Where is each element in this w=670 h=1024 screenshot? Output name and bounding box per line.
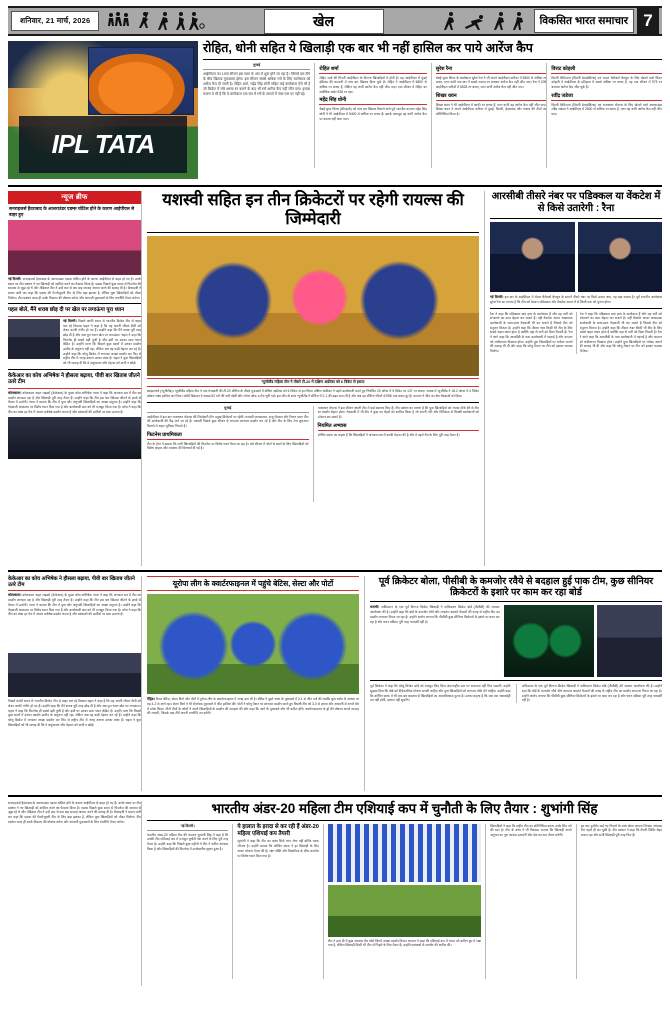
right-column xyxy=(484,191,662,566)
right-body-col-1 xyxy=(490,312,576,354)
bottom-left-column xyxy=(8,801,141,986)
center-body-left: राजस्थान रॉयल्स ने इस सीजन अपनी टीम में कई बदलाव किए हैं। टीम प्रबंधन का मानना है कि युवा खिलाड़ियों को ज्यादा मौके देने से टीम का प्रदर्शन बेहतर होगा। गेंदबाजी में भी टीम ने कुछ नए चेहरों को शामिल किया है जो अपनी गति और विविधता से विपक्षी बल्लेबाजों को परेशान कर सकते हैं। xyxy=(317,405,479,420)
left-item-headline: केकेआर का कोच अभिषेक ने हौसला बढ़ाया, पीवी बार खिताब जीतने उतरे टीम xyxy=(8,373,141,389)
ipl-trophy-photo xyxy=(8,41,198,179)
lower-left-photo xyxy=(8,653,141,697)
rcb-player-photo-2 xyxy=(578,222,663,292)
runner-icon xyxy=(511,11,527,31)
sub-article-title: विराट कोहली xyxy=(551,66,662,74)
pak-headline: पूर्व क्रिकेटर बोला, पीसीबी के कमजोर रवैये से बदहाल हुई पाक टीम, कुछ सीनियर क्रिकेटरों के इशारे पर काम कर रहा बोर्ड xyxy=(378,576,654,599)
center-headline: यशस्वी सहित इन तीन क्रिकेटरों पर रहेगी रायल्स की जिम्मेदारी xyxy=(162,191,464,228)
right-body-text-2: रैना ने कहा कि पडिक्कल बाएं हाथ के बल्लेबाज हैं और वह पारी को संभालने का काम बेहतर कर सकते हैं। वहीं वेंकटेश अय्यर आक्रामक बल्लेबाजी के साथ-साथ गेंदबाजी भी कर सकते हैं जिससे टीम को संतुलन मिलता है। उन्होंने कहा कि तीसरा नंबर किसी भी टीम के लिए सबसे अहम स्थान होता है क्योंकि यहां से पारी को दिशा मिलती है। रैना ने आगे कहा कि आरसीबी के पास बल्लेबाजी में गहराई है और कप्तान को लचीलापन दिखाना होगा। उन्होंने युवा खिलाड़ियों पर भरोसा जताने की सलाह भी दी और कहा कि घरेलू मैदान पर टीम को इसका फायदा मिलेगा। xyxy=(579,311,662,353)
bottom-main xyxy=(141,801,662,986)
lower-left-body-2: पिछले काफी समय से भारतीय क्रिकेट टीम से बाहर चल रहे विकास चहल ने कहा है कि वह अपनी जीवन शैली को लेकर काफी गंभीर हो गए हैं। उन्होंने कहा कि मैंने शराब पूरी तरह छोड़ दी है और अब पूरा ध्यान खेल पर लगाऊंगा। चहल ने कहा कि फिटनेस ही सबसे बड़ी पूंजी है और इसी पर उनका सारा ध्यान केंद्रित है। उन्होंने माना कि पिछले कुछ सालों में उनका प्रदर्शन उम्मीद के अनुरूप नहीं रहा, लेकिन अब वह कड़ी मेहनत कर रहे हैं। उन्होंने कहा कि घरेलू क्रिकेट में लगातार अच्छा प्रदर्शन कर फिर से राष्ट्रीय टीम में जगह बनाना उनका लक्ष्य है। चहल ने युवा खिलाड़ियों को भी सलाह दी कि वे अनुशासन और मेहनत को कभी न छोड़ें। xyxy=(8,699,141,727)
dateline: कोलकाता। xyxy=(8,593,22,598)
sub-article-title: रवींद्र जडेजा xyxy=(551,93,662,101)
india-u20-team-photo-2 xyxy=(328,885,481,937)
publication-date: शनिवार, 21 मार्च, 2026 xyxy=(11,11,99,31)
player-portrait-photo xyxy=(8,319,60,359)
bottom-headline: भारतीय अंडर-20 महिला टीम एशियाई कप में चुनौती के लिए तैयार : शुभांगी सिंह xyxy=(211,801,598,816)
runner-icon xyxy=(156,11,172,31)
bottom-col-3-text: टीम ने हाल ही में कुछ अभ्यास मैच खेले जिनमें अच्छा प्रदर्शन किया। कप्तान ने कहा कि एशियाई कप में भारत को कठिन ग्रुप में रखा गया है, लेकिन खिलाड़ी किसी भी टीम से भिड़ने के लिए तैयार हैं। उन्होंने प्रशंसकों से समर्थन की अपील की। xyxy=(327,938,482,948)
center-sub-text-2: कोचिंग स्टाफ का कहना है कि खिलाड़ियों ने अभ्यास सत्र में काफी मेहनत की है और वे पहले मैच के लिए पूरी तरह तैयार हैं। xyxy=(317,432,460,437)
pak-body-col-2 xyxy=(516,684,663,703)
news-brief-text: सनराइजर्स हैदराबाद के आलराउंडर एडम्स चोटिल होने के कारण आईपीएल से बाहर हुए xyxy=(9,206,135,217)
dateline: नई दिल्ली। xyxy=(490,295,504,299)
runner-icon xyxy=(442,11,458,31)
dateline: नई दिल्ली। xyxy=(8,276,22,281)
europa-body xyxy=(147,694,359,716)
pak-team-photo xyxy=(504,605,594,677)
europa-headline: यूरोपा लीग के क्वार्टरफाइनल में पहुंचे बेटिस, सेल्टा और पोर्टो xyxy=(147,576,359,591)
left-item-headline: पहल बोले, मैंने शराब छोड़ दी पर खेल पर लगाऊंगा पूरा ध्यान xyxy=(8,307,141,316)
pak-body-col-1 xyxy=(370,684,511,703)
article-text: पिछले काफी समय से भारतीय क्रिकेट टीम से बाहर चल रहे विकास चहल ने कहा है कि वह अपनी जीवन शैली को लेकर काफी गंभीर हो गए हैं। उन्होंने कहा कि मैंने शराब पूरी तरह छोड़ दी है और अब पूरा ध्यान खेल पर लगाऊंगा। चहल ने कहा कि फिटनेस ही सबसे बड़ी पूंजी है और इसी पर उनका सारा ध्यान केंद्रित है। उन्होंने माना कि पिछले कुछ सालों में उनका प्रदर्शन उम्मीद के अनुरूप नहीं रहा, लेकिन अब वह कड़ी मेहनत कर रहे हैं। उन्होंने कहा कि घरेलू क्रिकेट में लगातार अच्छा प्रदर्शन कर फिर से राष्ट्रीय टीम में जगह बनाना उनका लक्ष्य है। चहल ने युवा खिलाड़ियों को भी सलाह दी कि वे अनुशासन और मेहनत को कभी न छोड़ें। xyxy=(63,318,141,366)
center-sub-text: टीम के ट्रेनर ने बताया कि सभी खिलाड़ियों की फिटनेस पर विशेष ध्यान दिया जा रहा है। लंबे सीजन में चोटों से बचने के लिए खिलाड़ियों को विशेष आहार और व्यायाम की दिनचर्या दी गई है। xyxy=(147,441,309,451)
right-body-text: रैना ने कहा कि पडिक्कल बाएं हाथ के बल्लेबाज हैं और वह पारी को संभालने का काम बेहतर कर सकते हैं। वहीं वेंकटेश अय्यर आक्रामक बल्लेबाजी के साथ-साथ गेंदबाजी भी कर सकते हैं जिससे टीम को संतुलन मिलता है। उन्होंने कहा कि तीसरा नंबर किसी भी टीम के लिए सबसे अहम स्थान होता है क्योंकि यहां से पारी को दिशा मिलती है। रैना ने आगे कहा कि आरसीबी के पास बल्लेबाजी में गहराई है और कप्तान को लचीलापन दिखाना होगा। उन्होंने युवा खिलाड़ियों पर भरोसा जताने की सलाह भी दी और कहा कि घरेलू मैदान पर टीम को इसका फायदा मिलेगा। xyxy=(490,311,573,353)
sub-article-text: रोहित शर्मा की गिनती आईपीएल के दिग्गज खिलाड़ियों में होती है। वह आईपीएल में मुंबई इंडियंस की कप्तानी में पांच बार खिताब दिला चुके हैं। रोहित ने आईपीएल में 6800 से अधिक रन बनाए हैं, लेकिन वह कभी आरेंज कैप नहीं जीत पाए। एक सीजन में रोहित का सर्वाधिक स्कोर 538 रन रहा। xyxy=(319,75,427,94)
page-number-badge: 7 xyxy=(637,8,659,34)
article-text: सनराइजर्स हैदराबाद के आलराउंडर एडम्स चोटिल होने के कारण आईपीएल से बाहर हो गए हैं। उनके स्थान पर टीम प्रबंधन ने नए खिलाड़ी को शामिल करने का फैसला किया है। एडम्स पिछले कुछ समय से फिटनेस की समस्या से जूझ रहे थे और मेडिकल टीम ने उन्हें कम से कम छह सप्ताह आराम करने की सलाह दी है। फ्रेंचाइजी ने बयान जारी कर कहा कि एडम्स की गैरमौजूदगी टीम के लिए बड़ा झटका है, लेकिन युवा खिलाड़ियों को मौका मिलेगा। टीम प्रबंधन जल्द ही उनके विकल्प की घोषणा करेगा और आगामी मुकाबलों के लिए रणनीति तैयार करेगा। xyxy=(8,276,141,300)
bottom-col-1-text: भारतीय अंडर-20 महिला टीम की कप्तान शुभांगी सिंह ने कहा है कि उनकी टीम एशियाई कप में मजबूत चुनौती पेश करने के लिए पूरी तरह तैयार है। उन्होंने कहा कि पिछले कुछ महीनों में टीम ने कठिन अभ्यास किया है और खिलाड़ियों की फिटनेस में उल्लेखनीय सुधार हुआ है। xyxy=(147,832,229,851)
bottom-photo-col xyxy=(323,824,481,979)
center-sub-title: फिटनेस प्राथमिकता xyxy=(147,432,309,440)
sub-article-title: सुरेश रैना xyxy=(436,66,547,74)
rcb-player-photo-1 xyxy=(490,222,575,292)
publication-brand: विकसित भारत समाचार xyxy=(534,9,634,33)
lead-col-2 xyxy=(314,63,430,168)
center-sub-title-2: नियमित अभ्यास xyxy=(318,423,480,431)
news-brief-header: न्यूज ब्रीफ xyxy=(8,191,141,204)
sports-icons-right xyxy=(438,11,531,31)
pak-text-col xyxy=(370,605,500,677)
section-title: खेल xyxy=(264,9,384,34)
news-brief-body xyxy=(8,275,141,301)
dateline: कराची। xyxy=(370,605,380,610)
sub-article-title: रोहित शर्मा xyxy=(319,66,426,74)
bottom-col-5-text: इस बार टूर्नामेंट कई नए नियमों के साथ खेला जाएगा जिनका अभ्यास टीम पहले ही कर चुकी है। टीम प्रबंधन ने कहा कि तैयारी शिविर बेहद सफल रहा और सभी खिलाड़ी पूरी तरह फिट हैं। xyxy=(580,823,662,837)
lower-left-body xyxy=(8,593,141,653)
footballers-icon xyxy=(175,11,205,31)
article-text: इस बार के आईपीएल में रॉयल चैलेंजर्स बेंगलुरु के सामने तीसरे नंबर पर किसे उतारा जाए, यह बड़ा सवाल है। पूर्व भारतीय बल्लेबाज सुरेश रैना का मानना है कि टीम को देवदत्त पडिक्कल और वेंकटेश अय्यर में से किसी एक को चुनना होगा। xyxy=(490,295,662,304)
cricket-batsman-icon xyxy=(135,11,153,31)
photo-caption: न्यूजीलैंड महिला टीम ने तीसरे टी-20 में दक्षिण अफ्रीका को 6 विकेट से हराया xyxy=(147,378,479,388)
lead-text-wrap xyxy=(198,41,662,181)
pak-body xyxy=(370,605,500,624)
bottom-col-1 xyxy=(147,824,228,979)
bottom-col-4-text: खिलाड़ियों ने कहा कि राष्ट्रीय टीम का प्रतिनिधित्व करना उनके लिए गर्व की बात है। टीम के कोच ने भी विश्वास जताया कि खिलाड़ी अपने अनुभव का पूरा फायदा उठाएंगी और देश का नाम रोशन करेंगी। xyxy=(490,823,572,837)
bottom-col-2-text: शुभांगी ने कहा कि टीम का लक्ष्य सिर्फ भाग लेना नहीं बल्कि पदक जीतना है। उन्होंने बताया कि कोचिंग स्टाफ ने हर खिलाड़ी के लिए अलग योजना तैयार की है। रक्षा पंक्ति और मिडफील्ड के बीच तालमेल पर विशेष ध्यान दिया गया है। xyxy=(237,839,319,858)
bottom-dateline: नई दिल्ली। xyxy=(147,824,228,831)
lead-intro: आईपीएल का 19वां सीजन इस साल के अंत में शुरू होने जा रहा है। जिसमें दस टीमें के बीच खिताब मुकाबला होगा। इस सीजन सबसे अधिक रनों के लिए बल्लेबाज को आरेंज कैप दी जाती है। रोहित शर्मा, महेंद्र सिंह धोनी सहित कई बल्लेबाज ऐसे भी हैं जो क्रिकेट में लंबे अरसा रन बनाने के बाद भी रनों आरेंज कैप नहीं जीत पाए। इसका कारण ये भी है कि ये बल्लेबाज एक सत्र में रनों के मामले में नंबर एक पर नहीं रहे। xyxy=(203,71,311,97)
sports-icons-left xyxy=(102,11,209,31)
ex-cricketer-photo xyxy=(597,605,662,677)
ipl-logo: IPL TATA xyxy=(19,116,186,174)
right-body-col-2 xyxy=(576,312,663,354)
lead-byline: मुम्बई xyxy=(203,63,310,70)
mid-section xyxy=(8,191,662,566)
masthead xyxy=(8,6,662,36)
bottom-section xyxy=(8,801,662,986)
orange-cap-inset xyxy=(88,47,195,115)
left-column xyxy=(8,191,141,566)
bottom-sub-headline: ये हालात के इरादा से कर रही हैं अंडर-20 महिला एशियाई कप तैयारी xyxy=(237,823,319,837)
europa-column xyxy=(141,576,364,791)
sub-article-title: महेंद्र सिंह धोनी xyxy=(319,97,426,105)
article-text: कोलकाता नाइट राइडर्स (केकेआर) के मुख्य कोच अभिषेक नायर ने कहा कि अभ्यास सत्र में टीम का प्रदर्शन शानदार रहा है और खिलाड़ी पूरी तरह तैयार हैं। उन्होंने कहा कि टीम इस बार खिताब जीतने के इरादे से मैदान में उतरेगी। नायर ने बताया कि टीम में युवा और अनुभवी खिलाड़ियों का अच्छा संतुलन है। उन्होंने कहा कि गेंदबाजी आक्रमण पर विशेष ध्यान दिया गया है और बल्लेबाजी क्रम को भी मजबूत किया गया है। कोच ने कहा कि टीम का लक्ष्य हर मैच में अपना सर्वश्रेष्ठ प्रदर्शन करना है और प्रशंसकों की उम्मीदों पर खरा उतरना है। xyxy=(8,593,141,617)
article-text: पाकिस्तान के एक पूर्व दिग्गज क्रिकेट खिलाड़ी ने पाकिस्तान क्रिकेट बोर्ड (पीसीबी) की जमकर आलोचना की है। उन्होंने कहा कि बोर्ड के कमजोर रवैये और लगातार बदलते फैसलों की वजह से राष्ट्रीय टीम का प्रदर्शन लगातार गिरता जा रहा है। उन्होंने आरोप लगाया कि पीसीबी कुछ सीनियर क्रिकेटरों के इशारे पर काम कर रहा है और चयन प्रक्रिया पूरी तरह पारदर्शी नहीं है। xyxy=(370,605,500,624)
right-intro xyxy=(490,292,662,305)
lead-col-4 xyxy=(546,63,662,168)
lead-col-3 xyxy=(431,63,547,168)
rajasthan-royals-photo xyxy=(147,236,479,376)
center-body-col-1 xyxy=(147,406,313,502)
lower-left-column xyxy=(8,576,141,791)
athletes-group-icon xyxy=(106,11,132,31)
sub-article-text: चेन्नई सुपर किंग्स (सीएसके) को पांच बार खिताब दिलाने वाले पूर्व भारतीय कप्तान महेंद्र सिंह धोनी ने भी आईपीएल में 5400 से अधिक रन बनाए हैं। इसके बावजूद वह कभी आरेंज कैप पर कब्जा नहीं जमा पाए। xyxy=(319,107,427,121)
news-brief-photo xyxy=(8,220,141,275)
lower-left-headline: केकेआर का कोच अभिषेक ने हौसला बढ़ाया, पीवी बार खिताब जीतने उतरे टीम xyxy=(8,576,141,591)
caption-body: क्राइस्टचर्च (न्यूजीलैंड)। न्यूजीलैंड महिला टीम ने एक मेजबानी की टी-20 सीरीज के तीसरे मुकाबले में दक्षिण अफ्रीका को 6 विकेट से हरा दिया। दक्षिण अफ्रीका ने पहले बल्लेबाजी करते हुए निर्धारित 20 ओवर में 9 विकेट पर 137 रन बनाए। जवाब में न्यूजीलैंड ने 18.2 ओवर में 4 विकेट खोकर लक्ष्य हासिल कर लिया। सोफी डिवाइन ने नाबाद 52 रनों की पारी खेली और प्लेयर ऑफ द मैच चुनी गईं। इस जीत के साथ न्यूजीलैंड ने सीरीज में 2-1 की बढ़त बना ली है और अब वह सीरीज जीतने से सिर्फ एक कदम दूर है। कप्तान ने जीत का श्रेय गेंदबाजों को दिया। xyxy=(147,389,479,398)
center-intro: आईपीएल में इस बार राजस्थान रॉयल्स की जिम्मेदारी तीन प्रमुख क्रिकेटरों पर रहेगी। यशस्वी जायसवाल, संजू सैमसन और रियान पराग टीम की बल्लेबाजी की रीढ़ माने जा रहे हैं। यशस्वी पिछले कुछ सीजन से लगातार शानदार प्रदर्शन कर रहे हैं और टीम के लिए तेज शुरुआत दिलाने में अहम भूमिका निभाते हैं। xyxy=(147,414,309,429)
dateline: नई दिल्ली। xyxy=(63,318,77,323)
center-column xyxy=(141,191,484,566)
lead-block xyxy=(8,41,662,181)
ipl-photo-wrap xyxy=(8,41,198,181)
runner-icon xyxy=(492,11,508,31)
bottom-col-5 xyxy=(576,824,662,979)
bottom-col-4 xyxy=(485,824,571,979)
bottom-col-2 xyxy=(232,824,318,979)
diving-player-icon xyxy=(461,11,489,31)
lead-headline: रोहित, धोनी सहित ये खिलाड़ी एक बार भी नहीं हासिल कर पाये आरेंज कैप xyxy=(203,41,533,55)
dateline: कोलकाता। xyxy=(8,390,22,395)
article-text: कोलकाता नाइट राइडर्स (केकेआर) के मुख्य कोच अभिषेक नायर ने कहा कि अभ्यास सत्र में टीम का प्रदर्शन शानदार रहा है और खिलाड़ी पूरी तरह तैयार हैं। उन्होंने कहा कि टीम इस बार खिताब जीतने के इरादे से मैदान में उतरेगी। नायर ने बताया कि टीम में युवा और अनुभवी खिलाड़ियों का अच्छा संतुलन है। उन्होंने कहा कि गेंदबाजी आक्रमण पर विशेष ध्यान दिया गया है और बल्लेबाजी क्रम को भी मजबूत किया गया है। कोच ने कहा कि टीम का लक्ष्य हर मैच में अपना सर्वश्रेष्ठ प्रदर्शन करना है और प्रशंसकों की उम्मीदों पर खरा उतरना है। xyxy=(8,390,141,414)
lead-col-1 xyxy=(203,63,314,168)
coach-photo xyxy=(8,417,141,459)
pak-body-3: पाकिस्तान के एक पूर्व दिग्गज क्रिकेट खिलाड़ी ने पाकिस्तान क्रिकेट बोर्ड (पीसीबी) की जमकर आलोचना की है। उन्होंने कहा कि बोर्ड के कमजोर रवैये और लगातार बदलते फैसलों की वजह से राष्ट्रीय टीम का प्रदर्शन लगातार गिरता जा रहा है। उन्होंने आरोप लगाया कि पीसीबी कुछ सीनियर क्रिकेटरों के इशारे पर काम कर रहा है और चयन प्रक्रिया पूरी तरह पारदर्शी नहीं है। xyxy=(521,684,662,703)
sub-article-title: शिखर धवन xyxy=(436,93,547,101)
bottom-left-body: सनराइजर्स हैदराबाद के आलराउंडर एडम्स चोटिल होने के कारण आईपीएल से बाहर हो गए हैं। उनके स्थान पर टीम प्रबंधन ने नए खिलाड़ी को शामिल करने का फैसला किया है। एडम्स पिछले कुछ समय से फिटनेस की समस्या से जूझ रहे थे और मेडिकल टीम ने उन्हें कम से कम छह सप्ताह आराम करने की सलाह दी है। फ्रेंचाइजी ने बयान जारी कर कहा कि एडम्स की गैरमौजूदगी टीम के लिए बड़ा झटका है, लेकिन युवा खिलाड़ियों को मौका मिलेगा। टीम प्रबंधन जल्द ही उनके विकल्प की घोषणा करेगा और आगामी मुकाबलों के लिए रणनीति तैयार करेगा। xyxy=(8,801,141,824)
pak-photo-col xyxy=(504,605,662,677)
center-body-col-2 xyxy=(313,406,480,502)
sub-article-text: शिखर धवन ने भी आईपीएल में काफी रन बनाए हैं, मगर कभी वह आरेंज कैप नहीं जीत पाए। शिखर धवन ने अपने आईपीएल करियर में मुंबई, दिल्ली, हैदराबाद और पंजाब की टीमों का प्रतिनिधित्व किया है। xyxy=(435,102,547,117)
article-text: रियल बेटिस, सेल्टा विगो और पोर्टो ने यूरोपा लीग के क्वार्टरफाइनल में जगह बना ली है। बेटिस ने दूसरे चरण के मुकाबले में 2-1 से जीत दर्ज की जबकि कुल स्कोर के आधार पर वह 4-2 से आगे रहा। सेल्टा विगो ने भी रोमांचक मुकाबले में जीत हासिल की। पोर्टो ने घरेलू मैदान पर शानदार प्रदर्शन करते हुए विपक्षी टीम को 3-0 से हराया और आसानी से अगले दौर में प्रवेश किया। तीनों टीमों के कोचों ने अपने खिलाड़ियों के प्रदर्शन की सराहना की और कहा कि आगे के मुकाबले और भी कठिन होंगे। क्वार्टरफाइनल के ड्रॉ की घोषणा अगले सप्ताह की जाएगी, जिसके बाद टीमें अपनी रणनीति तय करेंगी। xyxy=(147,697,359,716)
india-u20-team-photo-1 xyxy=(328,824,481,882)
center-byline: मुम्बई xyxy=(147,406,309,413)
pak-body-2: पूर्व क्रिकेटर ने कहा कि घरेलू क्रिकेट ढांचे को मजबूत किए बिना अंतरराष्ट्रीय स्तर पर सफलता नहीं मिल सकती। उन्होंने सुझाव दिया कि बोर्ड को दीर्घकालिक योजना बनानी चाहिए और युवा खिलाड़ियों को लगातार मौके देने चाहिए। उन्होंने कहा कि कोचिंग स्टाफ में भी बार-बार बदलाव से खिलाड़ियों का आत्मविश्वास टूटता है। उनका कहना है कि जब तक जवाबदेही तय नहीं होगी, हालात नहीं सुधरेंगे। xyxy=(370,684,511,703)
left-item-body xyxy=(63,319,141,366)
lower-section xyxy=(8,576,662,791)
dateline: मैड्रिड। xyxy=(147,697,155,701)
left-item-body xyxy=(8,391,141,417)
pak-column xyxy=(364,576,662,791)
sub-article-text: दिल्ली कैपिटल्स (दिल्ली डेयरडेविल्स) एवं राजस्थान रॉयल्स के लिए खेलने वाले आलराउंडर रवींद्र जडेजा ने आईपीएल में 2800 से अधिक रन बनाए हैं, मगर वह कभी आरेंज कैप नहीं जीत पाए। xyxy=(551,102,662,117)
sub-article-text: दिल्ली कैपिटल्स (दिल्ली डेयरडेविल्स) एवं रायल चैलेंजर्स बेंगलुरु के लिए खेलने वाले विराट कोहली ने आईपीएल के इतिहास में सबसे अधिक रन बनाए हैं, वह एक सीजन में 973 रन बनाकर आरेंज कैप जीत चुके हैं। xyxy=(551,75,662,90)
europa-team-photo xyxy=(147,594,359,694)
right-headline: आरसीबी तीसरे नंबर पर पडिक्कल या वेंकटेश में से किसे उतारेगी : रैना xyxy=(491,191,661,214)
sub-article-text: चेन्नई सुपर किंग्स के बल्लेबाज सुरेश रैना ने भी अपने आईपीएल करियर में 5500 से अधिक रन बनाए, मगर कभी एक बार में सबसे ज्यादा रन बनाकर आरेंज कैप नहीं जीत पाए। रैना ने 205 आईपीएल पारियों में 5528 रन बनाए, मगर कभी आरेंज कैप नहीं जीत पाए। xyxy=(435,75,547,90)
